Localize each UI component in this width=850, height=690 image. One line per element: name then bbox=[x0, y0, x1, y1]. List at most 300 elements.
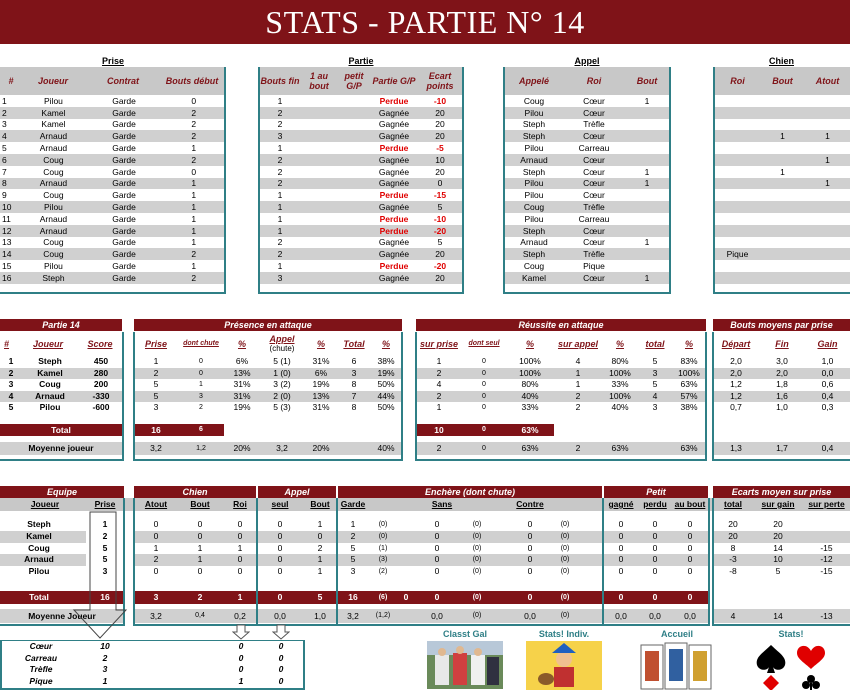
bouts-fin: 1,8 bbox=[776, 379, 788, 390]
total-pct: 38% bbox=[377, 356, 395, 366]
chien-roi bbox=[715, 189, 760, 201]
reussite-pct3: 63% bbox=[680, 379, 698, 390]
sur-appel: 1 bbox=[575, 379, 581, 390]
table-row bbox=[505, 260, 669, 272]
called-player: Arnaud bbox=[505, 154, 563, 166]
contre-chute: (0) bbox=[560, 521, 570, 528]
section-title-partie: Partie bbox=[348, 56, 374, 66]
player-name: Coug bbox=[43, 166, 64, 177]
chien-atout: 0 bbox=[153, 530, 159, 541]
player-name: Steph bbox=[38, 356, 62, 366]
player-score: 450 bbox=[93, 356, 109, 366]
appel-count: 2 (0) bbox=[273, 390, 291, 401]
ecart-sur-gain: 20 bbox=[773, 530, 783, 541]
row-number: 14 bbox=[0, 248, 22, 260]
chien-roi bbox=[715, 237, 760, 249]
called-king: Cœur bbox=[563, 130, 625, 142]
summary-row bbox=[0, 402, 850, 414]
table-row bbox=[260, 119, 462, 131]
contract: Garde bbox=[85, 201, 164, 213]
suit-name: Carreau bbox=[24, 652, 58, 663]
mid-header-pct3: % bbox=[381, 339, 390, 349]
prise-count: 5 bbox=[153, 379, 159, 390]
called-player: Arnaud bbox=[520, 237, 548, 248]
appel-bout: 2 bbox=[317, 542, 323, 553]
petit-gp bbox=[338, 107, 370, 119]
row-number: 8 bbox=[0, 178, 22, 190]
chien-bout bbox=[760, 119, 805, 131]
called-king: Trèfle bbox=[563, 248, 625, 260]
bouts-debut: 2 bbox=[191, 119, 197, 130]
prise-count: 1 bbox=[153, 356, 159, 366]
bouts-fin: 1,0 bbox=[776, 402, 788, 413]
mid-partie-header bbox=[0, 332, 122, 356]
called-king: Carreau bbox=[578, 143, 610, 154]
chien-bout: 0 bbox=[197, 519, 203, 529]
au-bout bbox=[300, 107, 338, 119]
chien-atout bbox=[805, 107, 850, 119]
called-king: Trèfle bbox=[563, 201, 625, 213]
player-rank: 2 bbox=[8, 367, 14, 378]
petit-au-bout: 0 bbox=[687, 542, 693, 553]
ecart-points: 5 bbox=[437, 237, 443, 248]
petit-gagne: 0 bbox=[618, 519, 624, 529]
called-king: Cœur bbox=[583, 166, 605, 177]
called-player: Coug bbox=[523, 261, 545, 272]
suit-value-a: 1 bbox=[238, 675, 244, 686]
dont-seul: 0 bbox=[482, 369, 486, 377]
ecart-points: -20 bbox=[418, 225, 462, 237]
reussite-pct3: 83% bbox=[680, 356, 698, 366]
au-bout bbox=[300, 130, 338, 142]
player-name: Coug bbox=[43, 237, 64, 248]
called-king: Cœur bbox=[583, 190, 605, 201]
section-title-chien: Chien bbox=[768, 56, 794, 66]
appel-pct: 31% bbox=[312, 356, 330, 366]
ecart-sur-gain: 20 bbox=[773, 519, 783, 529]
petit-gagne: 0 bbox=[618, 566, 624, 577]
contract: Garde bbox=[85, 225, 164, 237]
contre-chute: (0) bbox=[560, 568, 570, 576]
appel-pct: 6% bbox=[314, 367, 328, 378]
ecart-sur-perte bbox=[803, 519, 850, 531]
equipe-header-joueur: Joueur bbox=[30, 499, 60, 509]
petit-gp bbox=[338, 189, 370, 201]
chien-roi bbox=[715, 272, 760, 284]
called-player: Steph bbox=[522, 166, 546, 177]
bouts-fin: 2 bbox=[260, 107, 300, 119]
chien-bout: 0 bbox=[197, 566, 203, 577]
mid-header-fin: Fin bbox=[775, 339, 789, 349]
contre-count: 0 bbox=[527, 542, 533, 553]
player-name: Coug bbox=[22, 248, 85, 260]
chien-atout bbox=[805, 166, 850, 178]
called-king: Cœur bbox=[583, 237, 605, 248]
contract: Garde bbox=[85, 107, 164, 119]
bouts-fin: 1,6 bbox=[776, 390, 788, 401]
garde-chute: (1) bbox=[378, 544, 388, 552]
bouts-fin: 1 bbox=[277, 261, 283, 272]
avg-dont-seul: 0 bbox=[482, 445, 486, 452]
avg-ecart-gain: 14 bbox=[773, 611, 783, 621]
au-bout bbox=[300, 189, 338, 201]
table-row bbox=[0, 107, 224, 119]
row-number: 10 bbox=[0, 201, 22, 213]
bouts-fin: 2 bbox=[277, 237, 283, 248]
total-reussite-pct: 63% bbox=[521, 425, 539, 435]
petit-gp bbox=[338, 248, 370, 260]
summary-row bbox=[0, 356, 850, 368]
called-king: Cœur bbox=[563, 272, 625, 284]
total-prise: 16 bbox=[100, 592, 110, 602]
player-name: Pilou bbox=[39, 402, 61, 413]
sans-chute: (0) bbox=[472, 544, 482, 552]
garde-chute: (0) bbox=[378, 532, 388, 540]
avg-sans: 0,0 bbox=[431, 611, 443, 621]
page-title: STATS - PARTIE N° 14 bbox=[0, 0, 850, 44]
total-sans-chute: (0) bbox=[472, 594, 482, 601]
table-row bbox=[0, 260, 224, 272]
table-row bbox=[260, 154, 462, 166]
player-name: Pilou bbox=[22, 201, 85, 213]
bouts-fin: 1 bbox=[277, 143, 283, 154]
petit-au-bout: 0 bbox=[687, 566, 693, 577]
bouts-fin: 2 bbox=[260, 154, 300, 166]
avg-appel-bout: 1,0 bbox=[314, 611, 326, 621]
reussite-total: 3 bbox=[652, 367, 658, 378]
appel-bout: 1 bbox=[625, 178, 669, 190]
average-label: Moyenne joueur bbox=[28, 443, 94, 453]
contract: Garde bbox=[85, 248, 164, 260]
called-king: Pique bbox=[583, 261, 605, 272]
reussite-pct3: 57% bbox=[680, 390, 698, 401]
table-row bbox=[0, 178, 224, 190]
avg-fin: 1,7 bbox=[776, 443, 788, 453]
table-row bbox=[715, 225, 850, 237]
petit-gp bbox=[338, 142, 370, 154]
partie-table-block bbox=[258, 67, 464, 294]
player-name: Arnaud bbox=[22, 178, 85, 190]
table-row bbox=[505, 154, 669, 166]
prise-pct: 31% bbox=[233, 390, 251, 401]
mid-presence-header bbox=[134, 332, 402, 356]
ecart-points: 20 bbox=[435, 166, 445, 177]
ecart-points: 10 bbox=[418, 154, 462, 166]
bouts-fin: 1 bbox=[260, 225, 300, 237]
mid-reussite-header bbox=[416, 332, 706, 356]
shortcut-stats-indiv-label: Stats! Indiv. bbox=[538, 629, 590, 639]
player-name: Kamel bbox=[41, 119, 66, 130]
au-bout bbox=[300, 166, 338, 178]
bouts-debut: 1 bbox=[163, 178, 224, 190]
appel-bout: 1 bbox=[317, 519, 323, 529]
ecart-points: 20 bbox=[435, 119, 445, 130]
table-row bbox=[260, 272, 462, 284]
mid-header-appel-label: Appel bbox=[269, 334, 295, 344]
reussite-total: 4 bbox=[652, 390, 658, 401]
bouts-fin: 1 bbox=[277, 95, 283, 106]
chien-roi bbox=[715, 142, 760, 154]
partie-result: Perdue bbox=[379, 190, 409, 201]
avg-appel: 3,2 bbox=[276, 443, 288, 453]
header-bouts-debut: Bouts début bbox=[165, 76, 219, 86]
card-suits-icon bbox=[753, 641, 829, 690]
appel-header-seul: seul bbox=[271, 499, 289, 509]
table-row bbox=[0, 130, 224, 142]
petit-perdu: 0 bbox=[652, 542, 658, 553]
appel-seul: 0 bbox=[277, 542, 283, 553]
table-row bbox=[0, 95, 224, 107]
table-row bbox=[0, 201, 224, 213]
bouts-fin: 3 bbox=[260, 272, 300, 284]
bouts-debut: 1 bbox=[163, 201, 224, 213]
chien-atout: 1 bbox=[805, 178, 850, 190]
table-row bbox=[260, 189, 462, 201]
section-title-prise: Prise bbox=[101, 56, 125, 66]
chien-roi bbox=[715, 213, 760, 225]
chien-bout: 1 bbox=[780, 166, 785, 177]
suit-value-b: 0 bbox=[278, 675, 284, 686]
section-title-appel: Appel bbox=[574, 56, 600, 66]
bouts-fin: 3,0 bbox=[776, 356, 788, 366]
row-number: 12 bbox=[0, 225, 22, 237]
table-row bbox=[0, 119, 224, 131]
garde-chute: (3) bbox=[378, 556, 388, 564]
avg-ecart-perte: -13 bbox=[820, 611, 833, 621]
ecart-sur-perte: -12 bbox=[820, 554, 833, 565]
partie-result: Gagnée bbox=[370, 178, 418, 190]
bouts-debut: 0 bbox=[191, 166, 197, 177]
appel-count: 3 (2) bbox=[273, 379, 291, 390]
chien-atout bbox=[805, 201, 850, 213]
avg-petit-perdu: 0,0 bbox=[649, 611, 661, 621]
player-score: -330 bbox=[92, 390, 110, 401]
suit-value-b: 0 bbox=[278, 664, 284, 674]
table-row bbox=[505, 107, 669, 119]
shortcut-stats-label: Stats! bbox=[778, 629, 804, 639]
appel-bout bbox=[625, 130, 669, 142]
chien-roi bbox=[715, 119, 760, 131]
title-partie: Partie 14 bbox=[0, 319, 122, 331]
ecarts-header-total: total bbox=[724, 499, 742, 509]
bouts-debut: 2 bbox=[163, 272, 224, 284]
ecart-total: 20 bbox=[728, 519, 738, 529]
sur-prise: 2 bbox=[436, 367, 442, 378]
bouts-fin: 2 bbox=[277, 119, 283, 130]
ecart-total: 8 bbox=[730, 542, 736, 553]
petit-gp bbox=[338, 260, 370, 272]
header-ecart: Ecart points bbox=[426, 71, 454, 91]
chien-bout bbox=[760, 201, 805, 213]
row-number: 6 bbox=[0, 154, 22, 166]
chien-atout: 0 bbox=[153, 566, 159, 577]
avg-garde: 3,2 bbox=[347, 611, 359, 621]
garde-count: 2 bbox=[350, 530, 356, 541]
petit-gp bbox=[338, 95, 370, 107]
chien-roi bbox=[715, 130, 760, 142]
total-bout: 2 bbox=[197, 592, 203, 602]
row-number: 2 bbox=[0, 107, 22, 119]
avg-sur-prise: 2 bbox=[436, 443, 442, 453]
petit-gp bbox=[338, 201, 370, 213]
suit-row bbox=[2, 676, 303, 688]
petit-perdu: 0 bbox=[652, 566, 658, 577]
sur-prise: 2 bbox=[436, 390, 442, 401]
table-row bbox=[505, 248, 669, 260]
player-name: Pilou bbox=[44, 261, 63, 272]
bouts-debut: 1 bbox=[191, 213, 197, 224]
petit-au-bout: 0 bbox=[687, 519, 693, 529]
mid-bouts-header bbox=[713, 332, 850, 356]
ecart-points: 0 bbox=[418, 178, 462, 190]
contract: Garde bbox=[85, 178, 164, 190]
shortcut-stats-indiv[interactable] bbox=[524, 629, 604, 690]
bouts-fin: 2 bbox=[260, 178, 300, 190]
chien-bout bbox=[760, 189, 805, 201]
petit-header-gagne: gagné bbox=[608, 499, 634, 509]
total-appel-bout: 5 bbox=[317, 592, 323, 602]
bouts-fin: 3 bbox=[260, 130, 300, 142]
contract: Garde bbox=[85, 272, 164, 284]
mid-header-pct1: % bbox=[237, 339, 246, 349]
row-number: 3 bbox=[2, 119, 7, 130]
partie-result: Perdue bbox=[370, 225, 418, 237]
contre-chute: (0) bbox=[560, 544, 570, 552]
dont-chute: 0 bbox=[199, 369, 203, 377]
avg-atout: 3,2 bbox=[150, 611, 162, 621]
chien-atout: 1 bbox=[153, 542, 159, 553]
table-row bbox=[505, 142, 669, 154]
chien-bout bbox=[760, 178, 805, 190]
appel-count: 5 (3) bbox=[273, 402, 291, 413]
mid-header-score: Score bbox=[87, 339, 113, 349]
au-bout bbox=[300, 201, 338, 213]
ecarts-header-sur-perte: sur perte bbox=[808, 499, 845, 509]
sans-count: 0 bbox=[434, 542, 440, 553]
bouts-depart: 1,2 bbox=[730, 390, 742, 401]
chien-bout: 0 bbox=[197, 530, 203, 541]
petit-perdu: 0 bbox=[652, 530, 658, 541]
total-label: Total bbox=[29, 592, 49, 602]
garde-count: 5 bbox=[350, 554, 356, 565]
table-row bbox=[715, 272, 850, 284]
row-number: 4 bbox=[0, 130, 22, 142]
appel-bout bbox=[625, 248, 669, 260]
summary-row bbox=[0, 368, 850, 380]
player-rank: 3 bbox=[8, 379, 14, 390]
ecart-sur-gain: 5 bbox=[775, 566, 781, 577]
prise-pct: 19% bbox=[233, 402, 251, 413]
chien-atout: 1 bbox=[805, 154, 850, 166]
sans-chute: (0) bbox=[472, 532, 482, 540]
row-number: 11 bbox=[2, 213, 11, 224]
sur-prise: 4 bbox=[436, 379, 442, 390]
shortcut-classement[interactable] bbox=[426, 629, 504, 690]
ecarts-header-sur-gain: sur gain bbox=[761, 499, 795, 509]
petit-gp bbox=[338, 225, 370, 237]
table-row bbox=[715, 107, 850, 119]
table-row bbox=[0, 225, 224, 237]
player-name: Coug bbox=[43, 190, 64, 201]
prise-header bbox=[0, 67, 224, 95]
bouts-fin: 2 bbox=[260, 248, 300, 260]
total-petit-bout: 0 bbox=[687, 592, 693, 602]
bouts-debut: 0 bbox=[191, 95, 197, 106]
mid-header-rpct1: % bbox=[525, 339, 534, 349]
player-name: Arnaud bbox=[35, 390, 65, 401]
table-row bbox=[715, 260, 850, 272]
chien-atout bbox=[805, 213, 850, 225]
player-name: Arnaud bbox=[39, 143, 68, 154]
player-name: Pilou bbox=[28, 566, 50, 577]
contract: Garde bbox=[112, 95, 136, 106]
appel-bout: 1 bbox=[644, 237, 650, 248]
total-petit-perdu: 0 bbox=[652, 592, 658, 602]
called-king: Cœur bbox=[563, 107, 625, 119]
shortcut-stats[interactable] bbox=[752, 629, 830, 690]
sur-appel: 2 bbox=[575, 402, 581, 413]
title-reussite: Réussite en attaque bbox=[416, 319, 706, 331]
dont-chute: 3 bbox=[199, 392, 203, 400]
table-row bbox=[260, 166, 462, 178]
average-label: Moyenne Joueur bbox=[28, 611, 96, 621]
player-name: Arnaud bbox=[24, 554, 54, 565]
appel-seul: 0 bbox=[277, 566, 283, 577]
contract: Garde bbox=[112, 190, 136, 201]
dont-seul: 0 bbox=[482, 404, 486, 412]
title-ecarts: Ecarts moyen sur prise bbox=[713, 486, 850, 498]
header-bout: Bout bbox=[636, 76, 658, 86]
chien-roi bbox=[715, 95, 760, 107]
avg-contre: 0,0 bbox=[524, 611, 536, 621]
chien-bout bbox=[760, 107, 805, 119]
appel-bout: 1 bbox=[644, 166, 650, 177]
shortcut-accueil[interactable] bbox=[638, 629, 716, 690]
total-seul: 0 bbox=[277, 592, 283, 602]
partie-header bbox=[260, 67, 462, 95]
total-sur-prise: 10 bbox=[434, 425, 444, 435]
total-pct: 50% bbox=[377, 379, 395, 390]
player-name: Coug bbox=[22, 154, 85, 166]
called-player: Steph bbox=[505, 248, 563, 260]
reussite-pct1: 40% bbox=[521, 390, 539, 401]
appel-bout bbox=[625, 142, 669, 154]
garde-chute: (0) bbox=[378, 521, 388, 528]
total-count: 6 bbox=[351, 356, 357, 366]
appel-header-bout: Bout bbox=[310, 499, 330, 509]
reussite-pct3: 38% bbox=[680, 402, 698, 413]
ecart-sur-gain: 10 bbox=[773, 554, 783, 565]
au-bout bbox=[300, 95, 338, 107]
shortcut-accueil-label: Accueil bbox=[660, 629, 693, 639]
reussite-pct2: 100% bbox=[609, 390, 631, 401]
total-pct: 44% bbox=[377, 390, 395, 401]
total-contre: 0 bbox=[527, 592, 533, 602]
au-bout bbox=[300, 272, 338, 284]
appel-pct: 13% bbox=[312, 390, 330, 401]
player-rank: 4 bbox=[8, 390, 14, 401]
ecart-points: 20 bbox=[418, 130, 462, 142]
table-row bbox=[715, 178, 850, 190]
summary-row bbox=[0, 391, 850, 403]
reussite-total: 5 bbox=[652, 379, 658, 390]
chien-atout bbox=[805, 95, 850, 107]
row-number: 5 bbox=[2, 143, 7, 154]
suit-value-b: 0 bbox=[278, 641, 284, 651]
header-chien-bout: Bout bbox=[772, 76, 793, 86]
prise-pct: 13% bbox=[233, 367, 251, 378]
avg-reussite-pct3: 63% bbox=[680, 443, 698, 453]
